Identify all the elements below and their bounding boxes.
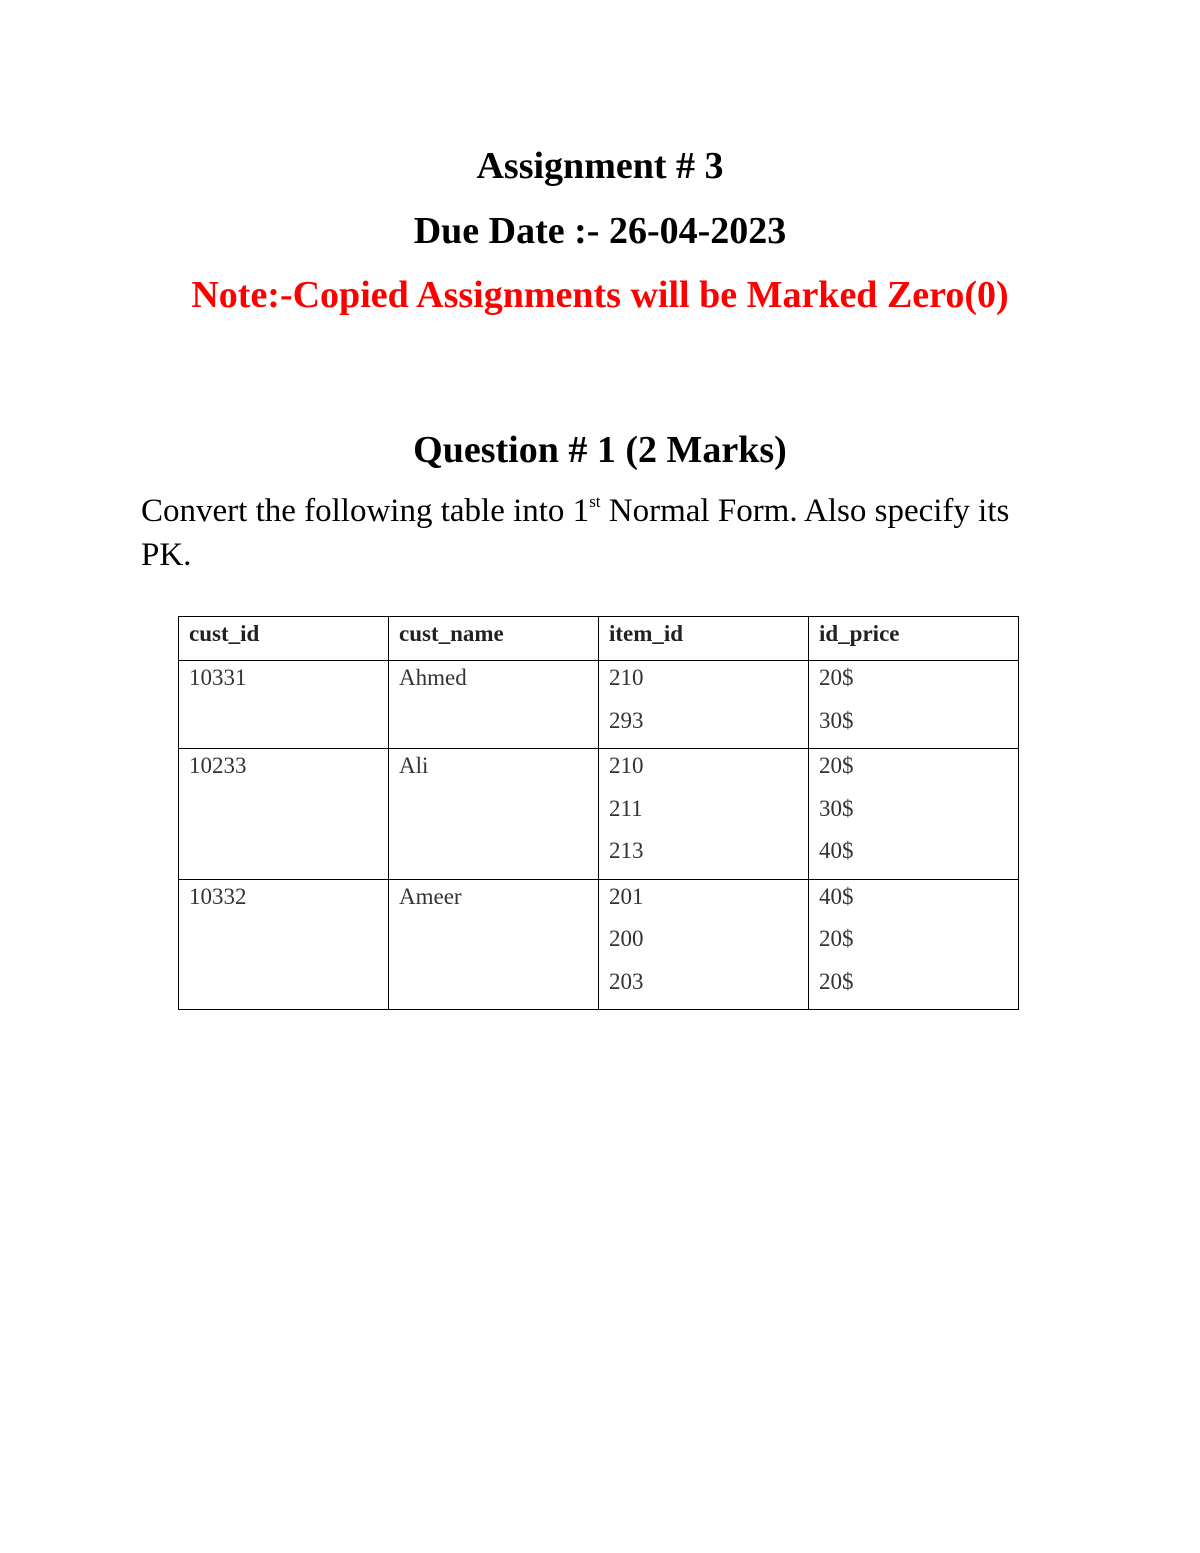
- cell-item-ids: [599, 749, 809, 880]
- ordinal-suffix: st: [589, 492, 601, 511]
- item-id-value: 200: [609, 926, 644, 951]
- price-value: 30$: [819, 707, 854, 733]
- assignment-title: Assignment # 3: [476, 145, 724, 187]
- cell-cust-id: [179, 879, 389, 1010]
- price-value: 20$: [819, 753, 854, 778]
- item-id-value: 293: [609, 707, 644, 733]
- table-row: [179, 879, 1019, 1010]
- cell-prices: [809, 879, 1019, 1010]
- header-cust-id: cust_id: [179, 617, 389, 661]
- cell-cust-name: [389, 661, 599, 749]
- question-instruction: [141, 489, 1041, 577]
- cell-cust-name: [389, 879, 599, 1010]
- cust-id-value: 10233: [189, 753, 247, 778]
- header-cust-name: cust_name: [389, 617, 599, 661]
- copy-warning-note: Note:-Copied Assignments will be Marked Zero(0): [191, 274, 1009, 316]
- price-value: 40$: [819, 838, 854, 863]
- cell-cust-id: [179, 661, 389, 749]
- cell-cust-id: [179, 749, 389, 880]
- item-id-value: 213: [609, 838, 644, 863]
- cust-name-value: Ali: [399, 753, 429, 778]
- cell-item-ids: [599, 661, 809, 749]
- instruction-text-start: Convert the following table into 1: [141, 493, 590, 529]
- customer-items-table: [178, 616, 1019, 1010]
- price-value: 40$: [819, 883, 854, 909]
- question-heading: Question # 1 (2 Marks): [413, 429, 787, 471]
- cell-prices: [809, 749, 1019, 880]
- item-id-value: 210: [609, 665, 644, 690]
- header-id-price: id_price: [809, 617, 1019, 661]
- cell-prices: [809, 661, 1019, 749]
- price-value: 30$: [819, 795, 854, 821]
- table-header-row: [179, 617, 1019, 661]
- cust-name-value: Ahmed: [399, 665, 467, 690]
- price-value: 20$: [819, 968, 854, 994]
- cell-item-ids: [599, 879, 809, 1010]
- item-id-value: 201: [609, 883, 644, 909]
- cust-id-value: 10331: [189, 665, 247, 690]
- cust-name-value: Ameer: [399, 883, 462, 909]
- due-date: Due Date :- 26-04-2023: [413, 210, 787, 252]
- header-item-id: item_id: [599, 617, 809, 661]
- item-id-value: 203: [609, 968, 644, 994]
- table-row: [179, 661, 1019, 749]
- table-row: [179, 749, 1019, 880]
- cust-id-value: 10332: [189, 883, 247, 909]
- item-id-value: 210: [609, 753, 644, 778]
- cell-cust-name: [389, 749, 599, 880]
- price-value: 20$: [819, 926, 854, 951]
- price-value: 20$: [819, 665, 854, 690]
- instruction-text-end: Normal Form. Also specify its PK.: [141, 493, 1010, 573]
- item-id-value: 211: [609, 795, 643, 821]
